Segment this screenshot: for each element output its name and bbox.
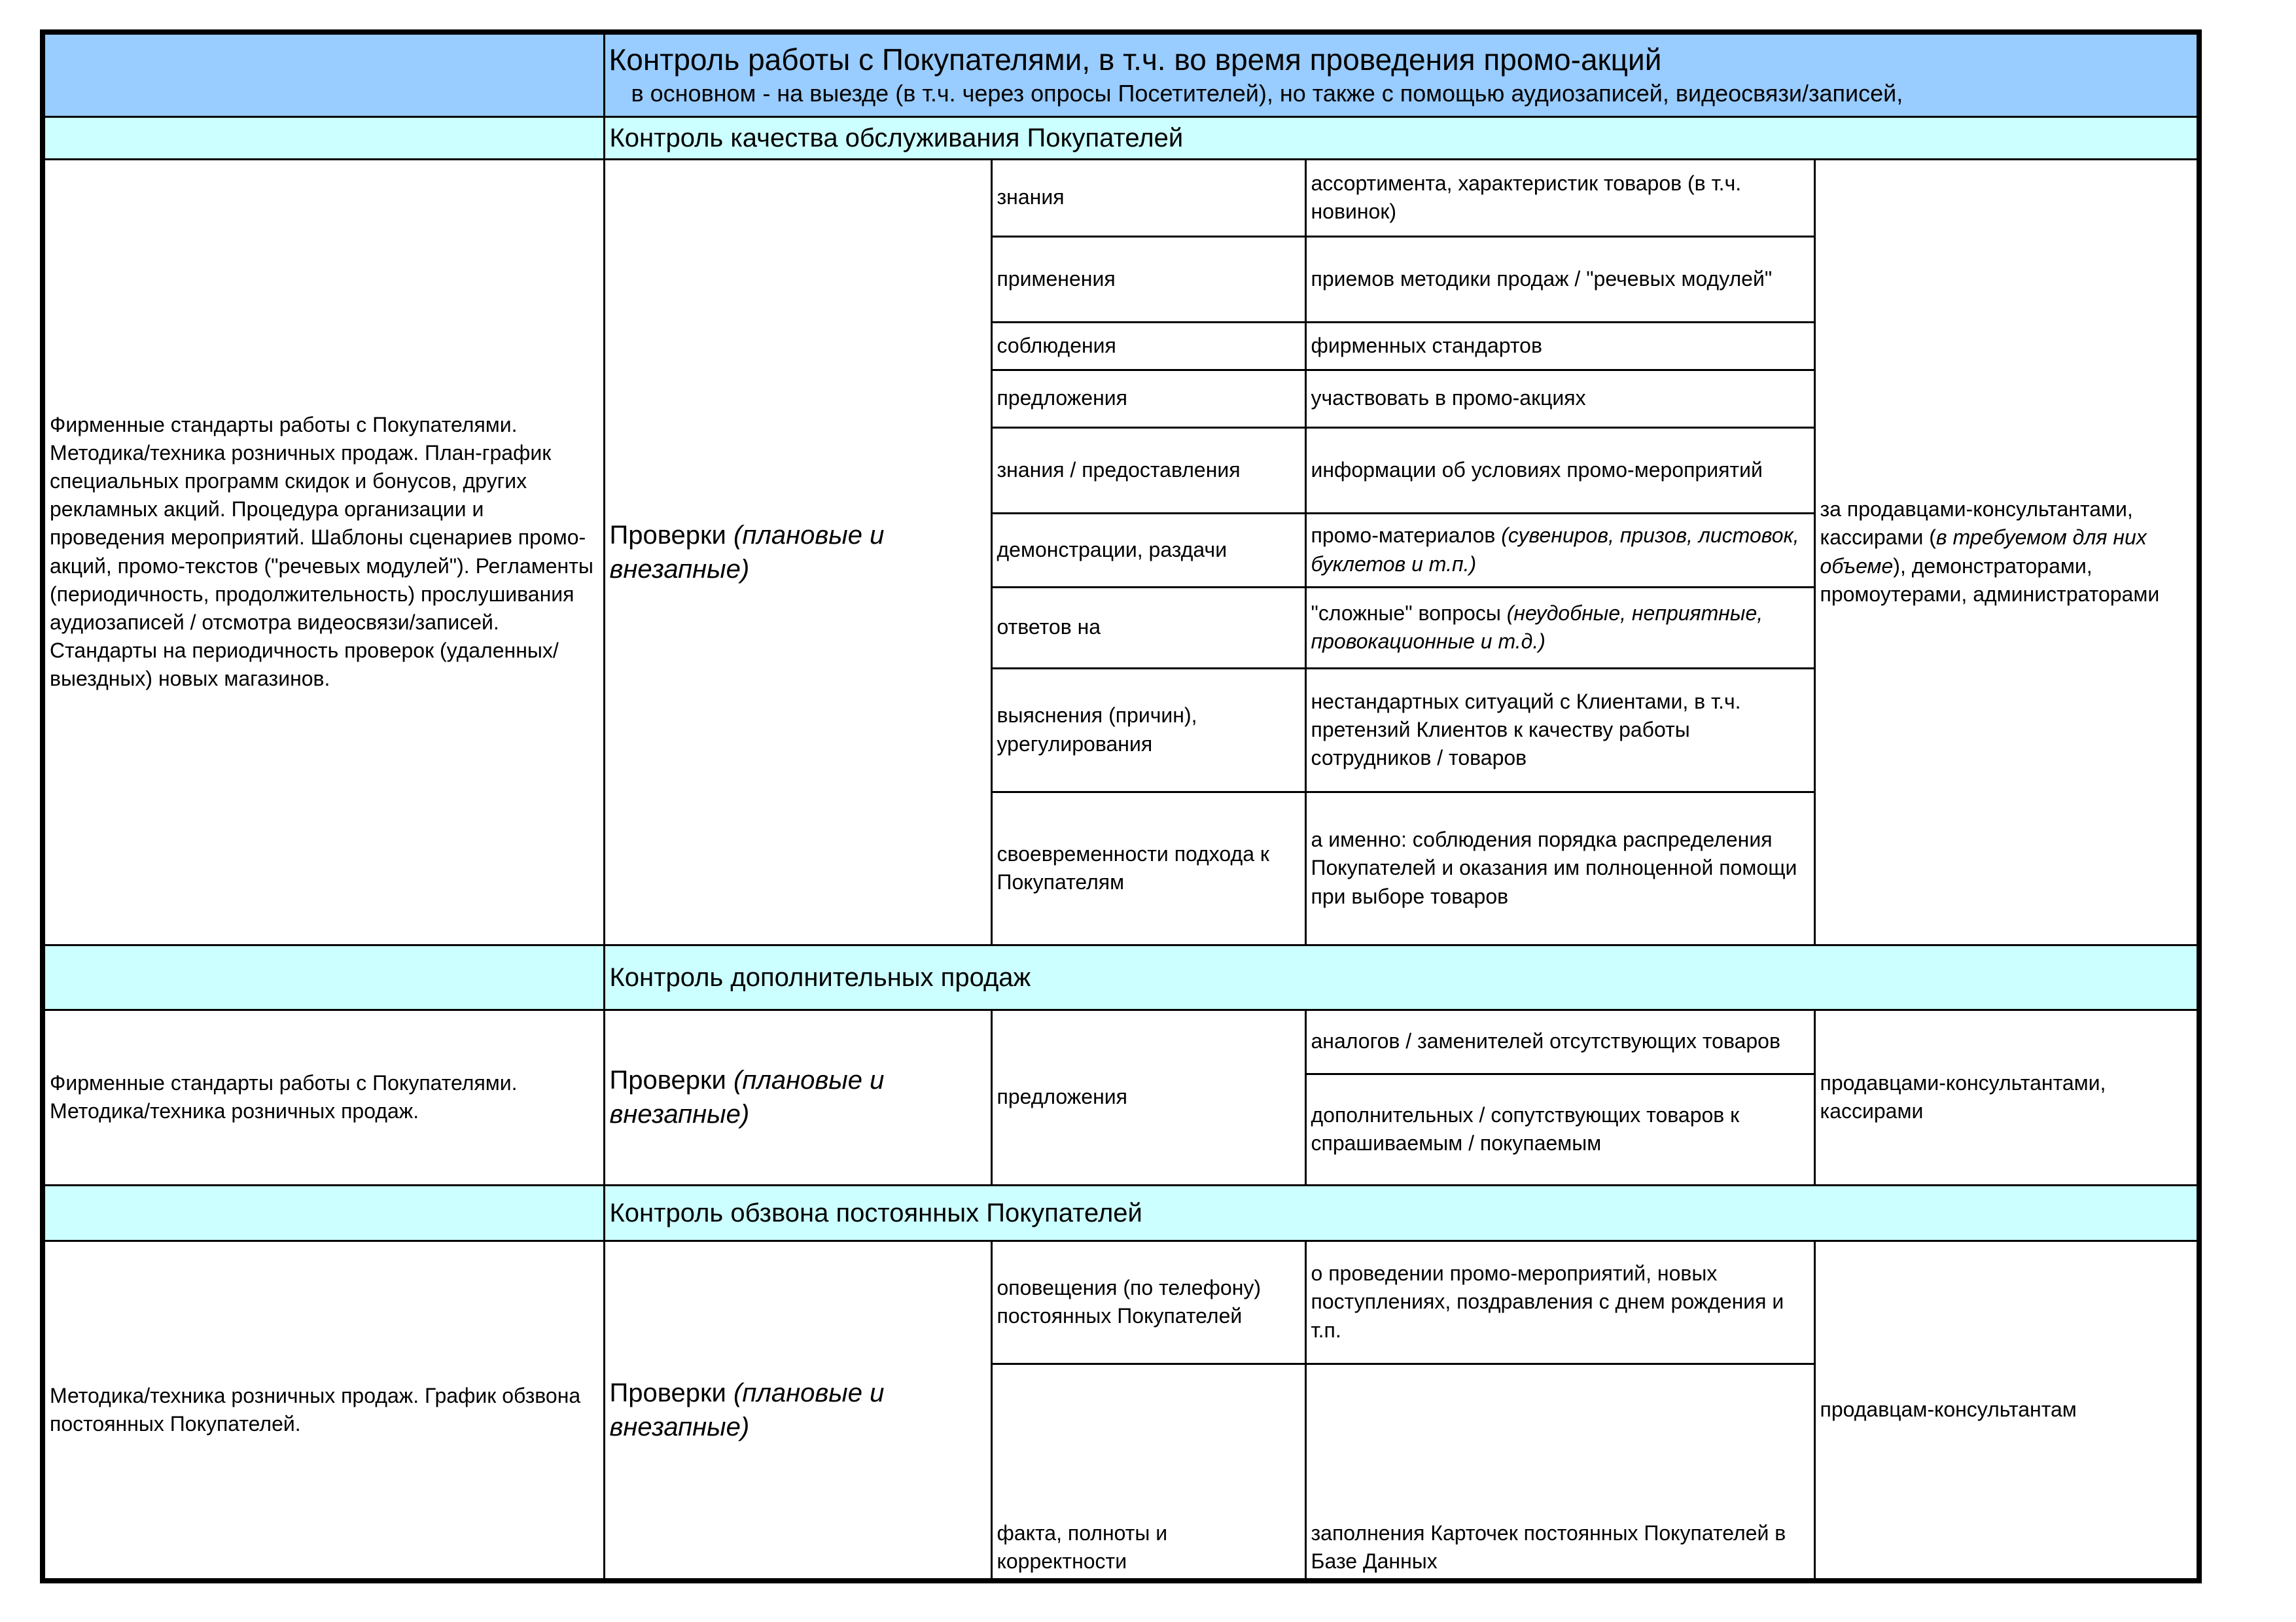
table-row — [43, 159, 2199, 236]
action-cell: оповещения (по телефону) постоянных Покупателей — [991, 1241, 1305, 1364]
section-empty-cell — [43, 1185, 604, 1241]
table-row — [43, 1010, 2199, 1074]
object-cell: фирменных стандартов — [1305, 322, 1814, 370]
object-cell: дополнительных / сопутствующих товаров к спрашиваемым / покупаемым — [1305, 1074, 1814, 1185]
action-cell: знания / предоставления — [991, 427, 1305, 513]
object-cell: нестандартных ситуаций с Клиентами, в т.ч. претензий Клиентов к качеству работы сотрудников / товаров — [1305, 668, 1814, 792]
subject-cell: за продавцами-консультантами, кассирами (в требуемом для них объеме), демонстраторами, промоутерами, администраторами — [1814, 159, 2199, 945]
object-cell: промо-материалов (сувениров, призов, листовок, буклетов и т.п.) — [1305, 513, 1814, 587]
object-cell: заполнения Карточек постоянных Покупателей в Базе Данных — [1305, 1364, 1814, 1581]
action-cell: применения — [991, 236, 1305, 322]
object-cell: а именно: соблюдения порядка распределения Покупателей и оказания им полноценной помощи при выборе товаров — [1305, 792, 1814, 945]
check-type-cell: Проверки (плановые и внезапные) — [604, 1010, 991, 1185]
object-cell: приемов методики продаж / "речевых модулей" — [1305, 236, 1814, 322]
header-row — [43, 32, 2199, 116]
object-cell: аналогов / заменителей отсутствующих товаров — [1305, 1010, 1814, 1074]
object-cell: ассортимента, характеристик товаров (в т.ч. новинок) — [1305, 159, 1814, 236]
section-title: Контроль обзвона постоянных Покупателей — [604, 1185, 2199, 1241]
check-type-cell: Проверки (плановые и внезапные) — [604, 1241, 991, 1581]
object-cell: о проведении промо-мероприятий, новых поступлениях, поздравления с днем рождения и т.п. — [1305, 1241, 1814, 1364]
action-cell: предложения — [991, 1010, 1305, 1185]
section-header-row — [43, 116, 2199, 159]
control-table — [40, 29, 2202, 1583]
page-subtitle: в основном - на выезде (в т.ч. через опросы Посетителей), но также с помощью аудиозаписей, видеосвязи/записей, — [631, 80, 1903, 107]
section-header-row — [43, 1185, 2199, 1241]
section-title: Контроль дополнительных продаж — [604, 945, 2199, 1010]
subject-cell: продавцам-консультантам — [1814, 1241, 2199, 1581]
object-cell: "сложные" вопросы (неудобные, неприятные, провокационные и т.д.) — [1305, 587, 1814, 668]
action-cell: предложения — [991, 370, 1305, 427]
action-cell: выяснения (причин), урегулирования — [991, 668, 1305, 792]
action-cell: ответов на — [991, 587, 1305, 668]
action-cell: своевременности подхода к Покупателям — [991, 792, 1305, 945]
action-cell: демонстрации, раздачи — [991, 513, 1305, 587]
section-header-row — [43, 945, 2199, 1010]
basis-cell: Методика/техника розничных продаж. График обзвона постоянных Покупателей. — [43, 1241, 604, 1581]
check-type-cell: Проверки (плановые и внезапные) — [604, 159, 991, 945]
action-cell: знания — [991, 159, 1305, 236]
object-cell: участвовать в промо-акциях — [1305, 370, 1814, 427]
section-empty-cell — [43, 116, 604, 159]
action-cell: соблюдения — [991, 322, 1305, 370]
subject-cell: продавцами-консультантами, кассирами — [1814, 1010, 2199, 1185]
basis-cell: Фирменные стандарты работы с Покупателями. Методика/техника розничных продаж. План-график специальных программ скидок и бонусов, других рекламных акций. Процедура организации и проведения мероприятий. Шаблоны сценариев промо-акций, промо-текстов ("речевых модулей"). Регламенты (периодичность, продолжительность) прослушивания аудиозаписей / отсмотра видеосвязи/записей. Стандарты на периодичность проверок (удаленных/выездных) новых магазинов. — [43, 159, 604, 945]
section-empty-cell — [43, 945, 604, 1010]
header-empty-cell — [43, 32, 604, 116]
section-title: Контроль качества обслуживания Покупателей — [604, 116, 2199, 159]
basis-cell: Фирменные стандарты работы с Покупателями. Методика/техника розничных продаж. — [43, 1010, 604, 1185]
header-cell — [604, 32, 2199, 116]
action-cell: факта, полноты и корректности — [991, 1364, 1305, 1581]
object-cell: информации об условиях промо-мероприятий — [1305, 427, 1814, 513]
table-row — [43, 1241, 2199, 1364]
page-title: Контроль работы с Покупателями, в т.ч. во время проведения промо-акций — [609, 42, 1662, 77]
